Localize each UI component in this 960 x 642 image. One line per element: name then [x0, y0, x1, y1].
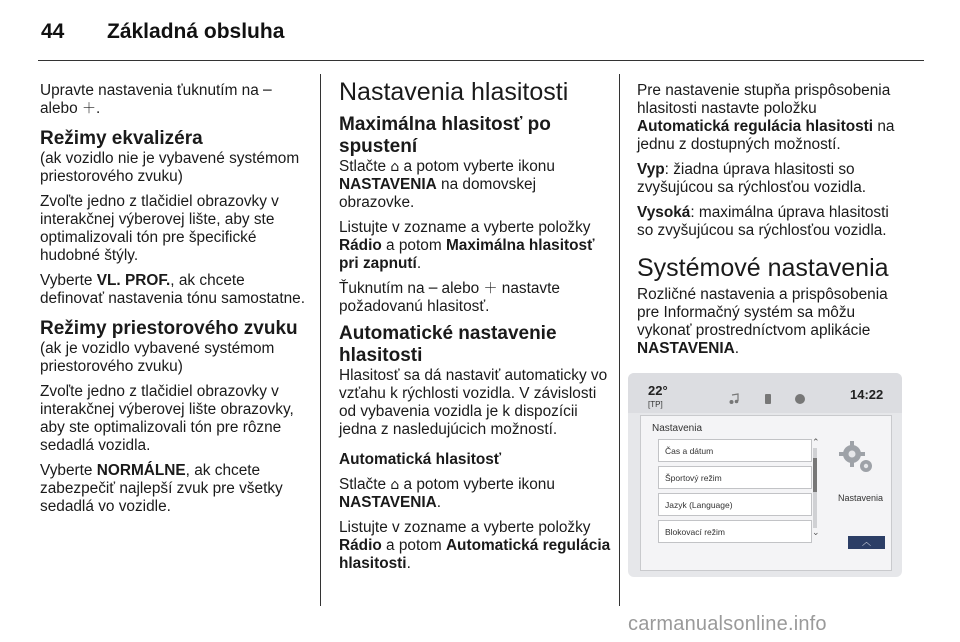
- auto-volume-heading: Automatické nastavenie hlasitosti: [339, 323, 557, 366]
- watermark: carmanualsonline.info: [628, 613, 827, 635]
- column-divider-1: [320, 74, 321, 606]
- column-2: [339, 78, 611, 580]
- page-title: Základná obsluha: [107, 20, 285, 43]
- menu-item-sport-mode[interactable]: Športový režim: [658, 466, 812, 489]
- collapse-button[interactable]: ︿: [848, 536, 885, 549]
- option-off-paragraph: Vyp: žiadna úprava hlasitosti so zvyšujúcou sa rýchlosťou vozidla.: [637, 161, 867, 196]
- system-settings-paragraph: Rozličné nastavenia a prispôsobenia pre Informačný systém sa môžu vykonať prostredníctvom aplikácie NASTAVENIA.: [637, 286, 888, 357]
- equalizer-note: (ak vozidlo nie je vybavené systémom priestorového zvuku): [40, 150, 300, 185]
- column-3: [637, 82, 907, 365]
- max-volume-heading: Maximálna hlasitosť po spustení: [339, 114, 551, 157]
- auto-volume-subheading: Automatická hlasitosť: [339, 451, 502, 468]
- equalizer-paragraph-2: Vyberte VL. PROF., ak chcete definovať nastavenia tónu samostatne.: [40, 272, 306, 307]
- home-icon: ⌂: [390, 477, 400, 493]
- intro-paragraph: Upravte nastavenia ťuknutím na ─ alebo ＋.: [40, 82, 272, 117]
- menu-item-time-date[interactable]: Čas a dátum: [658, 439, 812, 462]
- adaptation-paragraph: Pre nastavenie stupňa prispôsobenia hlasitosti nastavte položku Automatická regulácia hlasitosti na jednu z dostupných možností.: [637, 82, 895, 153]
- column-1: [40, 82, 312, 523]
- settings-panel-title: Nastavenia: [652, 423, 703, 434]
- surround-note: (ak je vozidlo vybavené systémom priestorového zvuku): [40, 340, 275, 375]
- surround-paragraph-2: Vyberte NORMÁLNE, ak chcete zabezpečiť najlepší zvuk pre všetky sedadlá vo vozidle.: [40, 462, 283, 515]
- volume-settings-heading: Nastavenia hlasitosti: [339, 78, 569, 106]
- header-rule: [38, 60, 924, 61]
- phone-icon: [762, 393, 774, 405]
- settings-app-label: Nastavenia: [838, 493, 884, 503]
- settings-screen-image: [628, 373, 902, 577]
- auto-volume-paragraph-2: Stlačte ⌂ a potom vyberte ikonu NASTAVENIA.: [339, 476, 555, 511]
- max-volume-paragraph-3: Ťuknutím na ─ alebo ＋ nastavte požadovanú hlasitosť.: [339, 280, 560, 315]
- globe-icon: [794, 393, 806, 405]
- page-number: 44: [41, 20, 65, 43]
- equalizer-heading: Režimy ekvalizéra: [40, 128, 203, 149]
- system-settings-heading: Systémové nastavenia: [637, 254, 889, 282]
- scroll-down-arrow-icon[interactable]: ⌄: [812, 527, 820, 537]
- max-volume-paragraph-1: Stlačte ⌂ a potom vyberte ikonu NASTAVENIA na domovskej obrazovke.: [339, 158, 555, 211]
- surround-heading: Režimy priestorového zvuku: [40, 318, 298, 339]
- equalizer-paragraph-1: Zvoľte jedno z tlačidiel obrazovky v interakčnej výberovej lište, aby ste optimalizovali tón pre špecifické hudobné štýly.: [40, 193, 279, 264]
- surround-paragraph-1: Zvoľte jedno z tlačidiel obrazovky v interakčnej výberovej lište obrazovky, aby ste optimalizovali tón pre rôzne sedadlá vozidla.: [40, 383, 294, 454]
- column-divider-2: [619, 74, 620, 606]
- auto-volume-paragraph-3: Listujte v zozname a vyberte položky Rádio a potom Automatická regulácia hlasitosti.: [339, 519, 611, 572]
- page-header: [41, 20, 284, 44]
- temperature-readout: 22°: [648, 383, 668, 398]
- tp-indicator: [TP]: [648, 400, 663, 409]
- menu-item-language[interactable]: Jazyk (Language): [658, 493, 812, 516]
- max-volume-paragraph-2: Listujte v zozname a vyberte položky Rádio a potom Maximálna hlasitosť pri zapnutí.: [339, 219, 595, 272]
- gear-icon: [836, 438, 876, 478]
- auto-volume-paragraph-1: Hlasitosť sa dá nastaviť automaticky vo vzťahu k rýchlosti vozidla. V závislosti od vybavenia vozidla je k dispozícii jedna z nasledujúcich možností.: [339, 367, 608, 438]
- scroll-up-arrow-icon[interactable]: ⌃: [812, 437, 820, 447]
- clock-readout: 14:22: [850, 387, 884, 402]
- home-icon: ⌂: [390, 159, 400, 175]
- music-note-icon: [728, 393, 740, 405]
- option-high-paragraph: Vysoká: maximálna úprava hlasitosti so zvyšujúcou sa rýchlosťou vozidla.: [637, 204, 889, 239]
- menu-item-lock-mode[interactable]: Blokovací režim: [658, 520, 812, 543]
- scrollbar-thumb[interactable]: [813, 458, 817, 492]
